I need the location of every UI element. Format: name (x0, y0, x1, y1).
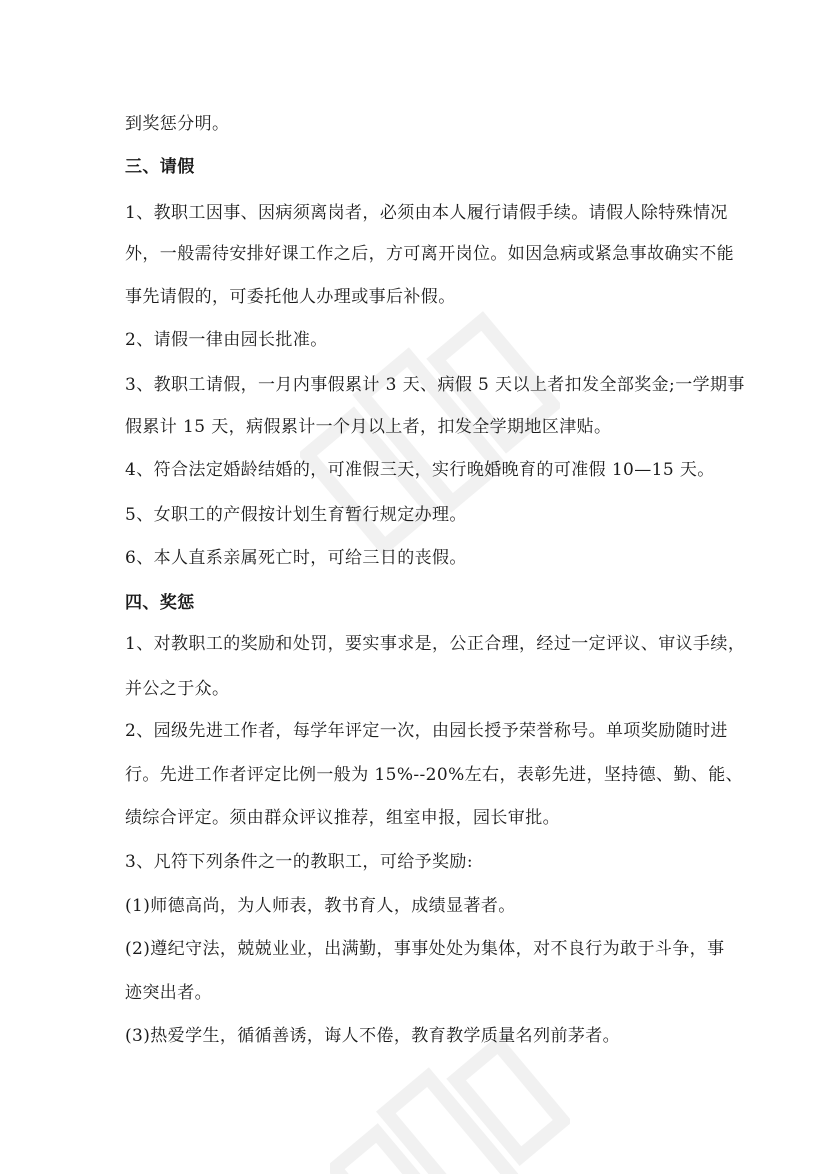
text-line: 假累计 15 天，病假累计一个月以上者，扣发全学期地区津贴。 (125, 417, 612, 437)
watermark-graphic-bottom (330, 1030, 570, 1174)
text-line: (2)遵纪守法，兢兢业业，出满勤，事事处处为集体，对不良行为敢于斗争，事 (125, 939, 725, 959)
text-line: 外，一般需待安排好课工作之后，方可离开岗位。如因急病或紧急事故确实不能 (125, 244, 734, 264)
text-line: 4、符合法定婚龄结婚的，可准假三天，实行晚婚晚育的可准假 10—15 天。 (125, 460, 715, 480)
text-line: (1)师德高尚，为人师表，教书育人，成绩显著者。 (125, 896, 516, 916)
text-line: 并公之于众。 (125, 679, 230, 699)
text-line: 迹突出者。 (125, 983, 212, 1003)
text-line: 2、园级先进工作者，每学年评定一次，由园长授予荣誉称号。单项奖励随时进 (125, 721, 728, 741)
section-heading-rewards: 四、奖惩 (125, 593, 195, 613)
text-line: 事先请假的，可委托他人办理或事后补假。 (125, 287, 456, 307)
text-line: 到奖惩分明。 (125, 114, 230, 134)
text-line: 1、对教职工的奖励和处罚，要实事求是，公正合理，经过一定评议、审议手续， (125, 634, 746, 654)
text-line: 1、教职工因事、因病须离岗者，必须由本人履行请假手续。请假人除特殊情况 (125, 203, 728, 223)
text-line: 3、凡符下列条件之一的教职工，可给予奖励: (125, 852, 473, 872)
text-line: 绩综合评定。须由群众评议推荐，组室申报，园长审批。 (125, 808, 560, 828)
text-line: 6、本人直系亲属死亡时，可给三日的丧假。 (125, 548, 467, 568)
section-heading-leave: 三、请假 (125, 157, 195, 177)
text-line: 2、请假一律由园长批准。 (125, 330, 328, 350)
text-line: 行。先进工作者评定比例一般为 15%--20%左右，表彰先进，坚持德、勤、能、 (125, 765, 744, 785)
text-line: 3、教职工请假，一月内事假累计 3 天、病假 5 天以上者扣发全部奖金;一学期事 (125, 375, 745, 395)
text-line: 5、女职工的产假按计划生育暂行规定办理。 (125, 505, 467, 525)
text-line: (3)热爱学生，循循善诱，诲人不倦，教育教学质量名列前茅者。 (125, 1026, 621, 1046)
